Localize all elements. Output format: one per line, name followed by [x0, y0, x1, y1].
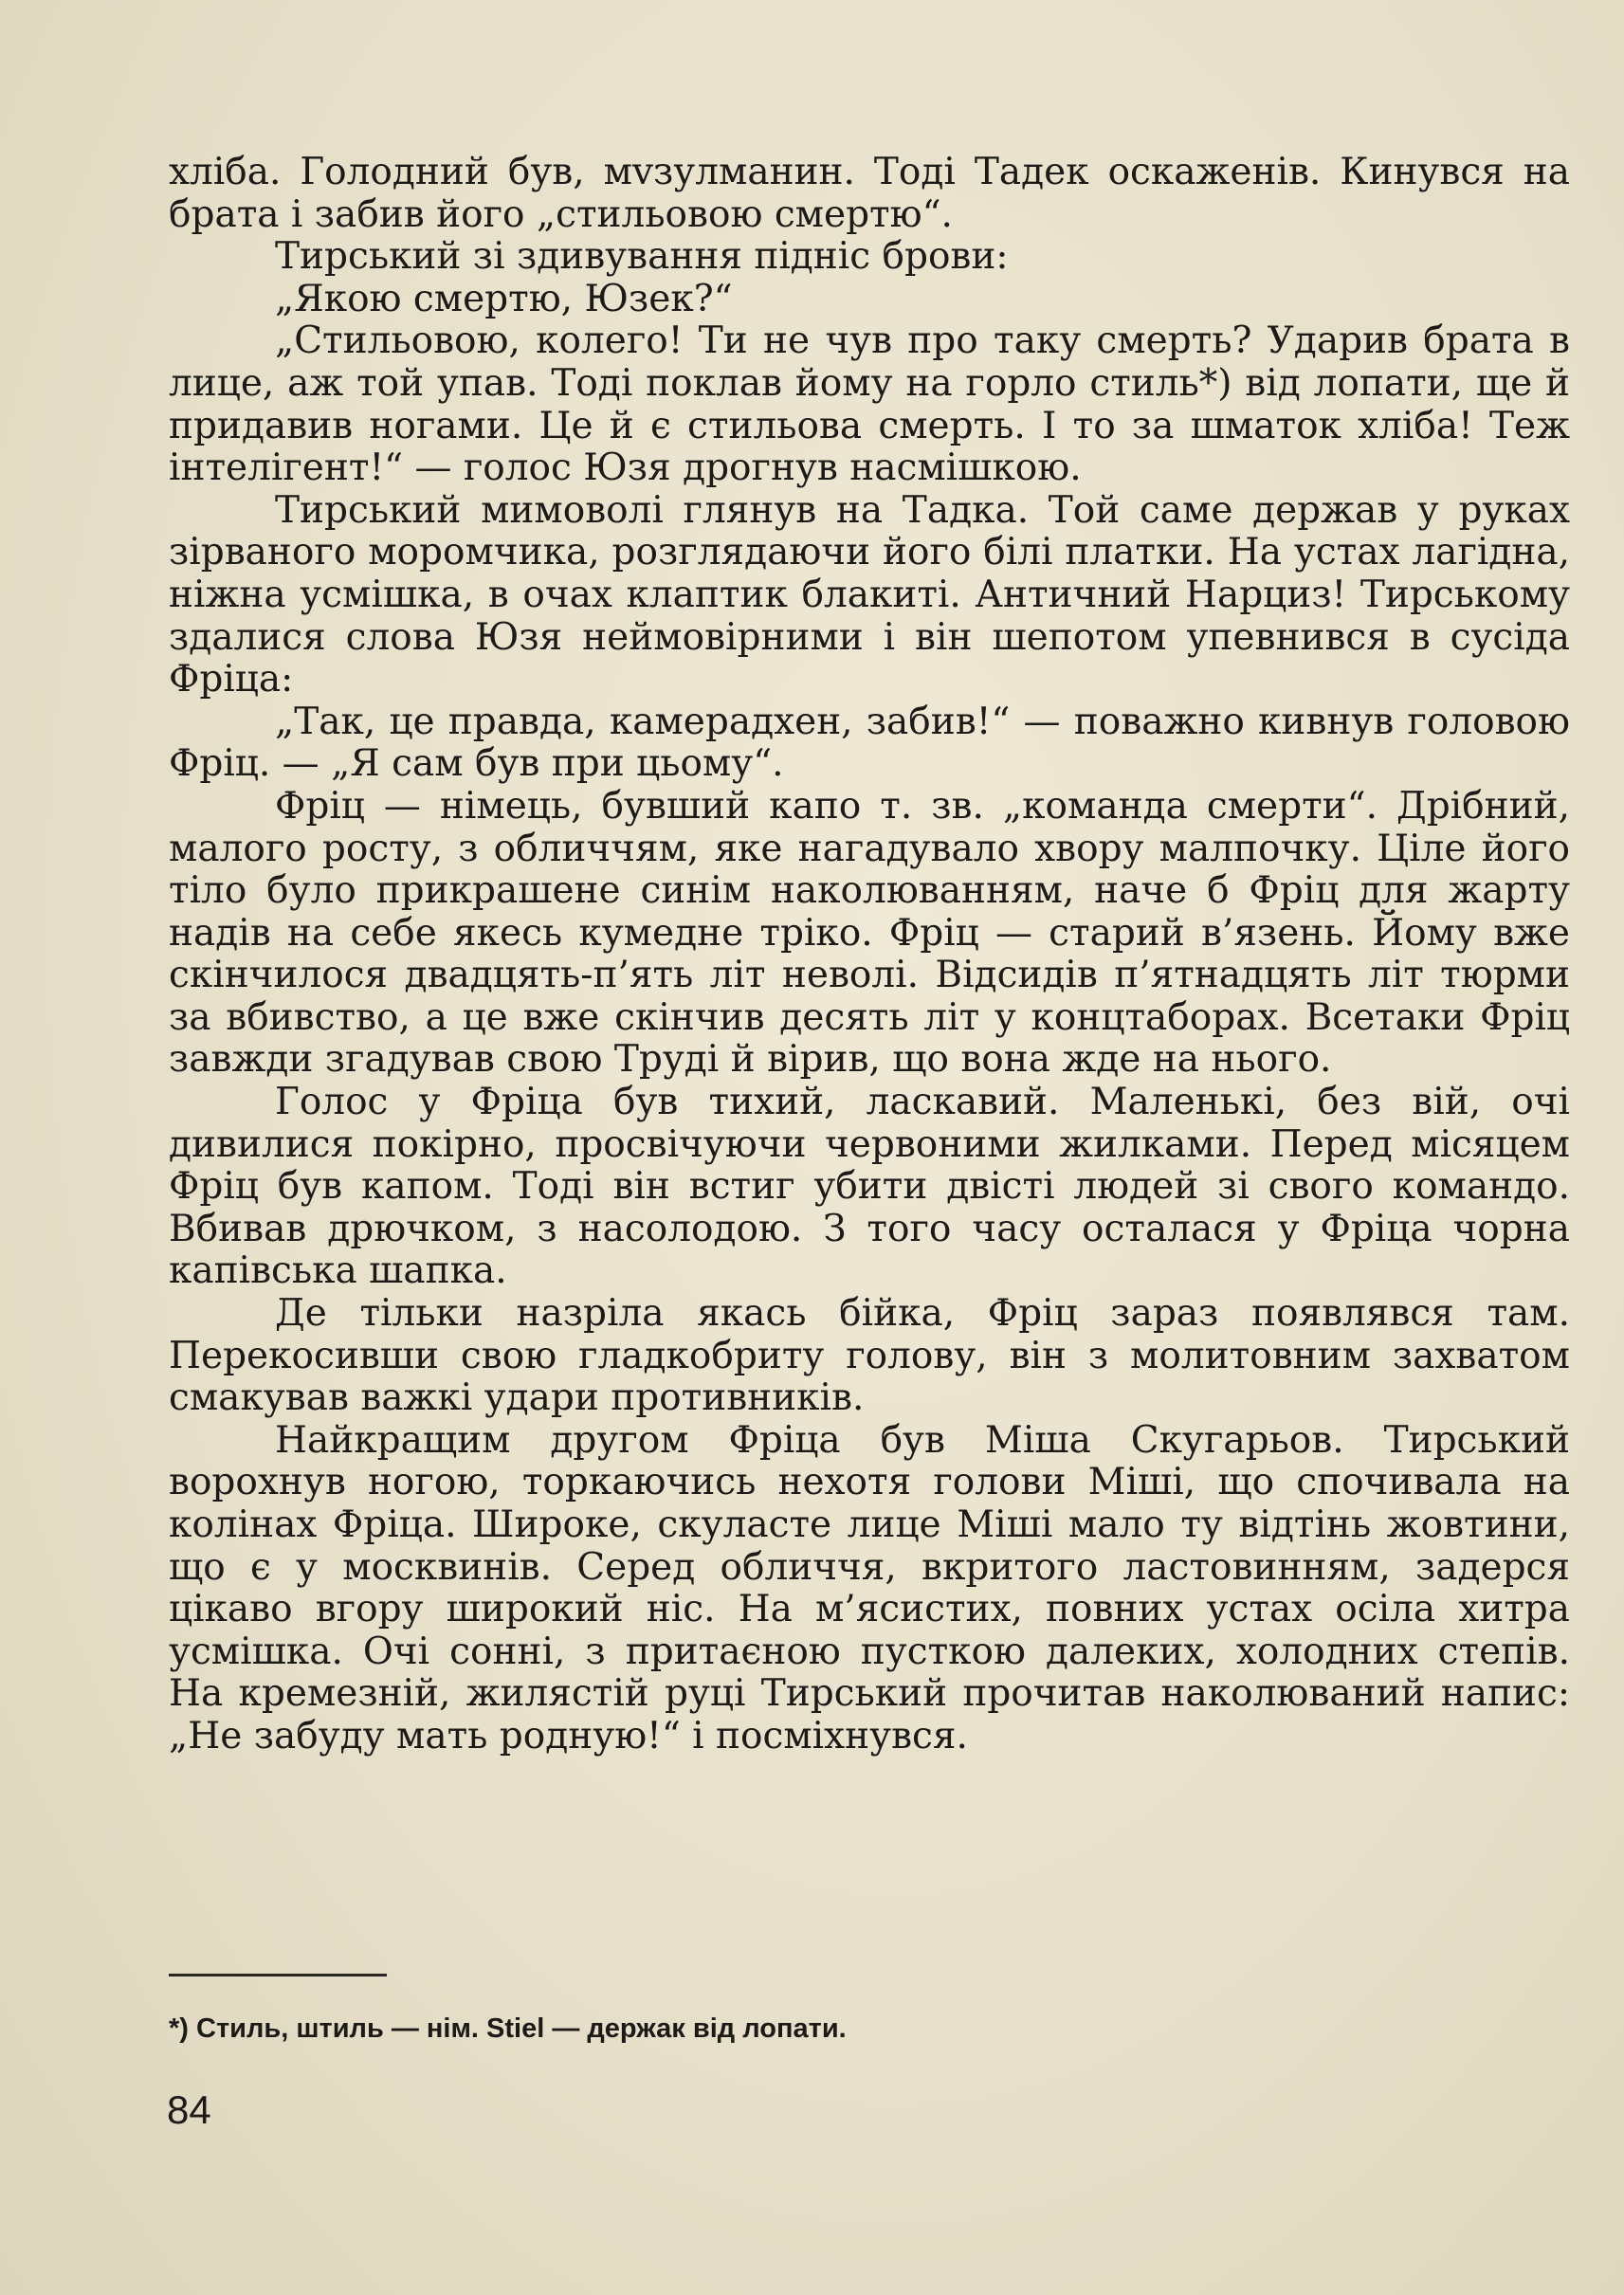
footnote-divider [169, 1974, 387, 1976]
footnote: *) Стиль, штиль — нім. Stiel — держак від лопати. [169, 2013, 847, 2044]
paragraph-2: Тирський зі здивування підніс брови: [275, 235, 1009, 279]
paragraph-10: Найкращим другом Фріца був Міша Скугарьов. Тирський ворохнув ногою, торкаючись нехотя голови Міші, що спочивала на колінах Фріца. Широке, скуласте лице Міші мало ту відтінь жовтини, що є у москвинів. Серед обличчя, вкритого ластовинням, задерся цікаво вгору широкий ніс. На м’ясистих, повних устах осіла хитра усмішка. Очі сонні, з притаєною пусткою далеких, холодних степів. На кремезній, жилястій руці Тирський прочитав наколюваний напис: „Не забуду мать родную!“ і посміхнувся. [169, 1418, 1570, 1758]
paragraph-8: Голос у Фріца був тихий, ласкавий. Маленькі, без вій, очі дивилися покірно, просвічуючи червоними жилками. Перед місяцем Фріц був капом. Тоді він встиг убити двісті людей зі свого командо. Вбивав дрючком, з насолодою. З того часу осталася у Фріца чорна капівська шапка. [169, 1081, 1570, 1293]
paragraph-1: хліба. Голодний був, мvзулманин. Тоді Тадек оскаженів. Кинувся на брата і забив його „стильовою смертю“. [169, 151, 1570, 236]
paragraph-4: „Стильовою, колего! Ти не чув про таку смерть? Ударив брата в лице, аж той упав. Тоді поклав йому на горло стиль*) від лопати, ще й придавив ногами. Це й є стильова смерть. І то за шматок хліба! Теж інтелігент!“ — голос Юзя дрогнув насмішкою. [169, 319, 1570, 490]
body-text [169, 152, 1570, 1758]
paragraph-3: „Якою смертю, Юзек?“ [275, 277, 733, 320]
paragraph-9: Де тільки назріла якась бійка, Фріц зараз появлявся там. Перекосивши свою гладкобриту голову, він з молитовним захватом смакував важкі удари противників. [169, 1292, 1570, 1420]
page-number: 84 [167, 2087, 211, 2132]
paragraph-6: „Так, це правда, камерадхен, забив!“ — поважно кивнув головою Фріц. — „Я сам був при цьому“. [169, 700, 1570, 786]
paragraph-7: Фріц — німець, бувший капо т. зв. „команда смерти“. Дрібний, малого росту, з обличчям, яке нагадувало хвору малпочку. Ціле його тіло було прикрашене синім наколюванням, наче б Фріц для жарту надів на себе якесь кумедне тріко. Фріц — старий в’язень. Йому вже скінчилося двадцять-п’ять літ неволі. Відсидів п’ятнадцять літ тюрми за вбивство, а це вже скінчив десять літ у концтаборах. Всетаки Фріц завжди згадував свою Труді й вірив, що вона жде на нього. [169, 784, 1570, 1082]
paragraph-5: Тирський мимоволі глянув на Тадка. Той саме держав у руках зірваного моромчика, розглядаючи його білі платки. На устах лагідна, ніжна усмішка, в очах клаптик блакиті. Античний Нарциз! Тирському здалися слова Юзя неймовірними і він шепотом упевнився в сусіда Фріца: [169, 488, 1570, 701]
